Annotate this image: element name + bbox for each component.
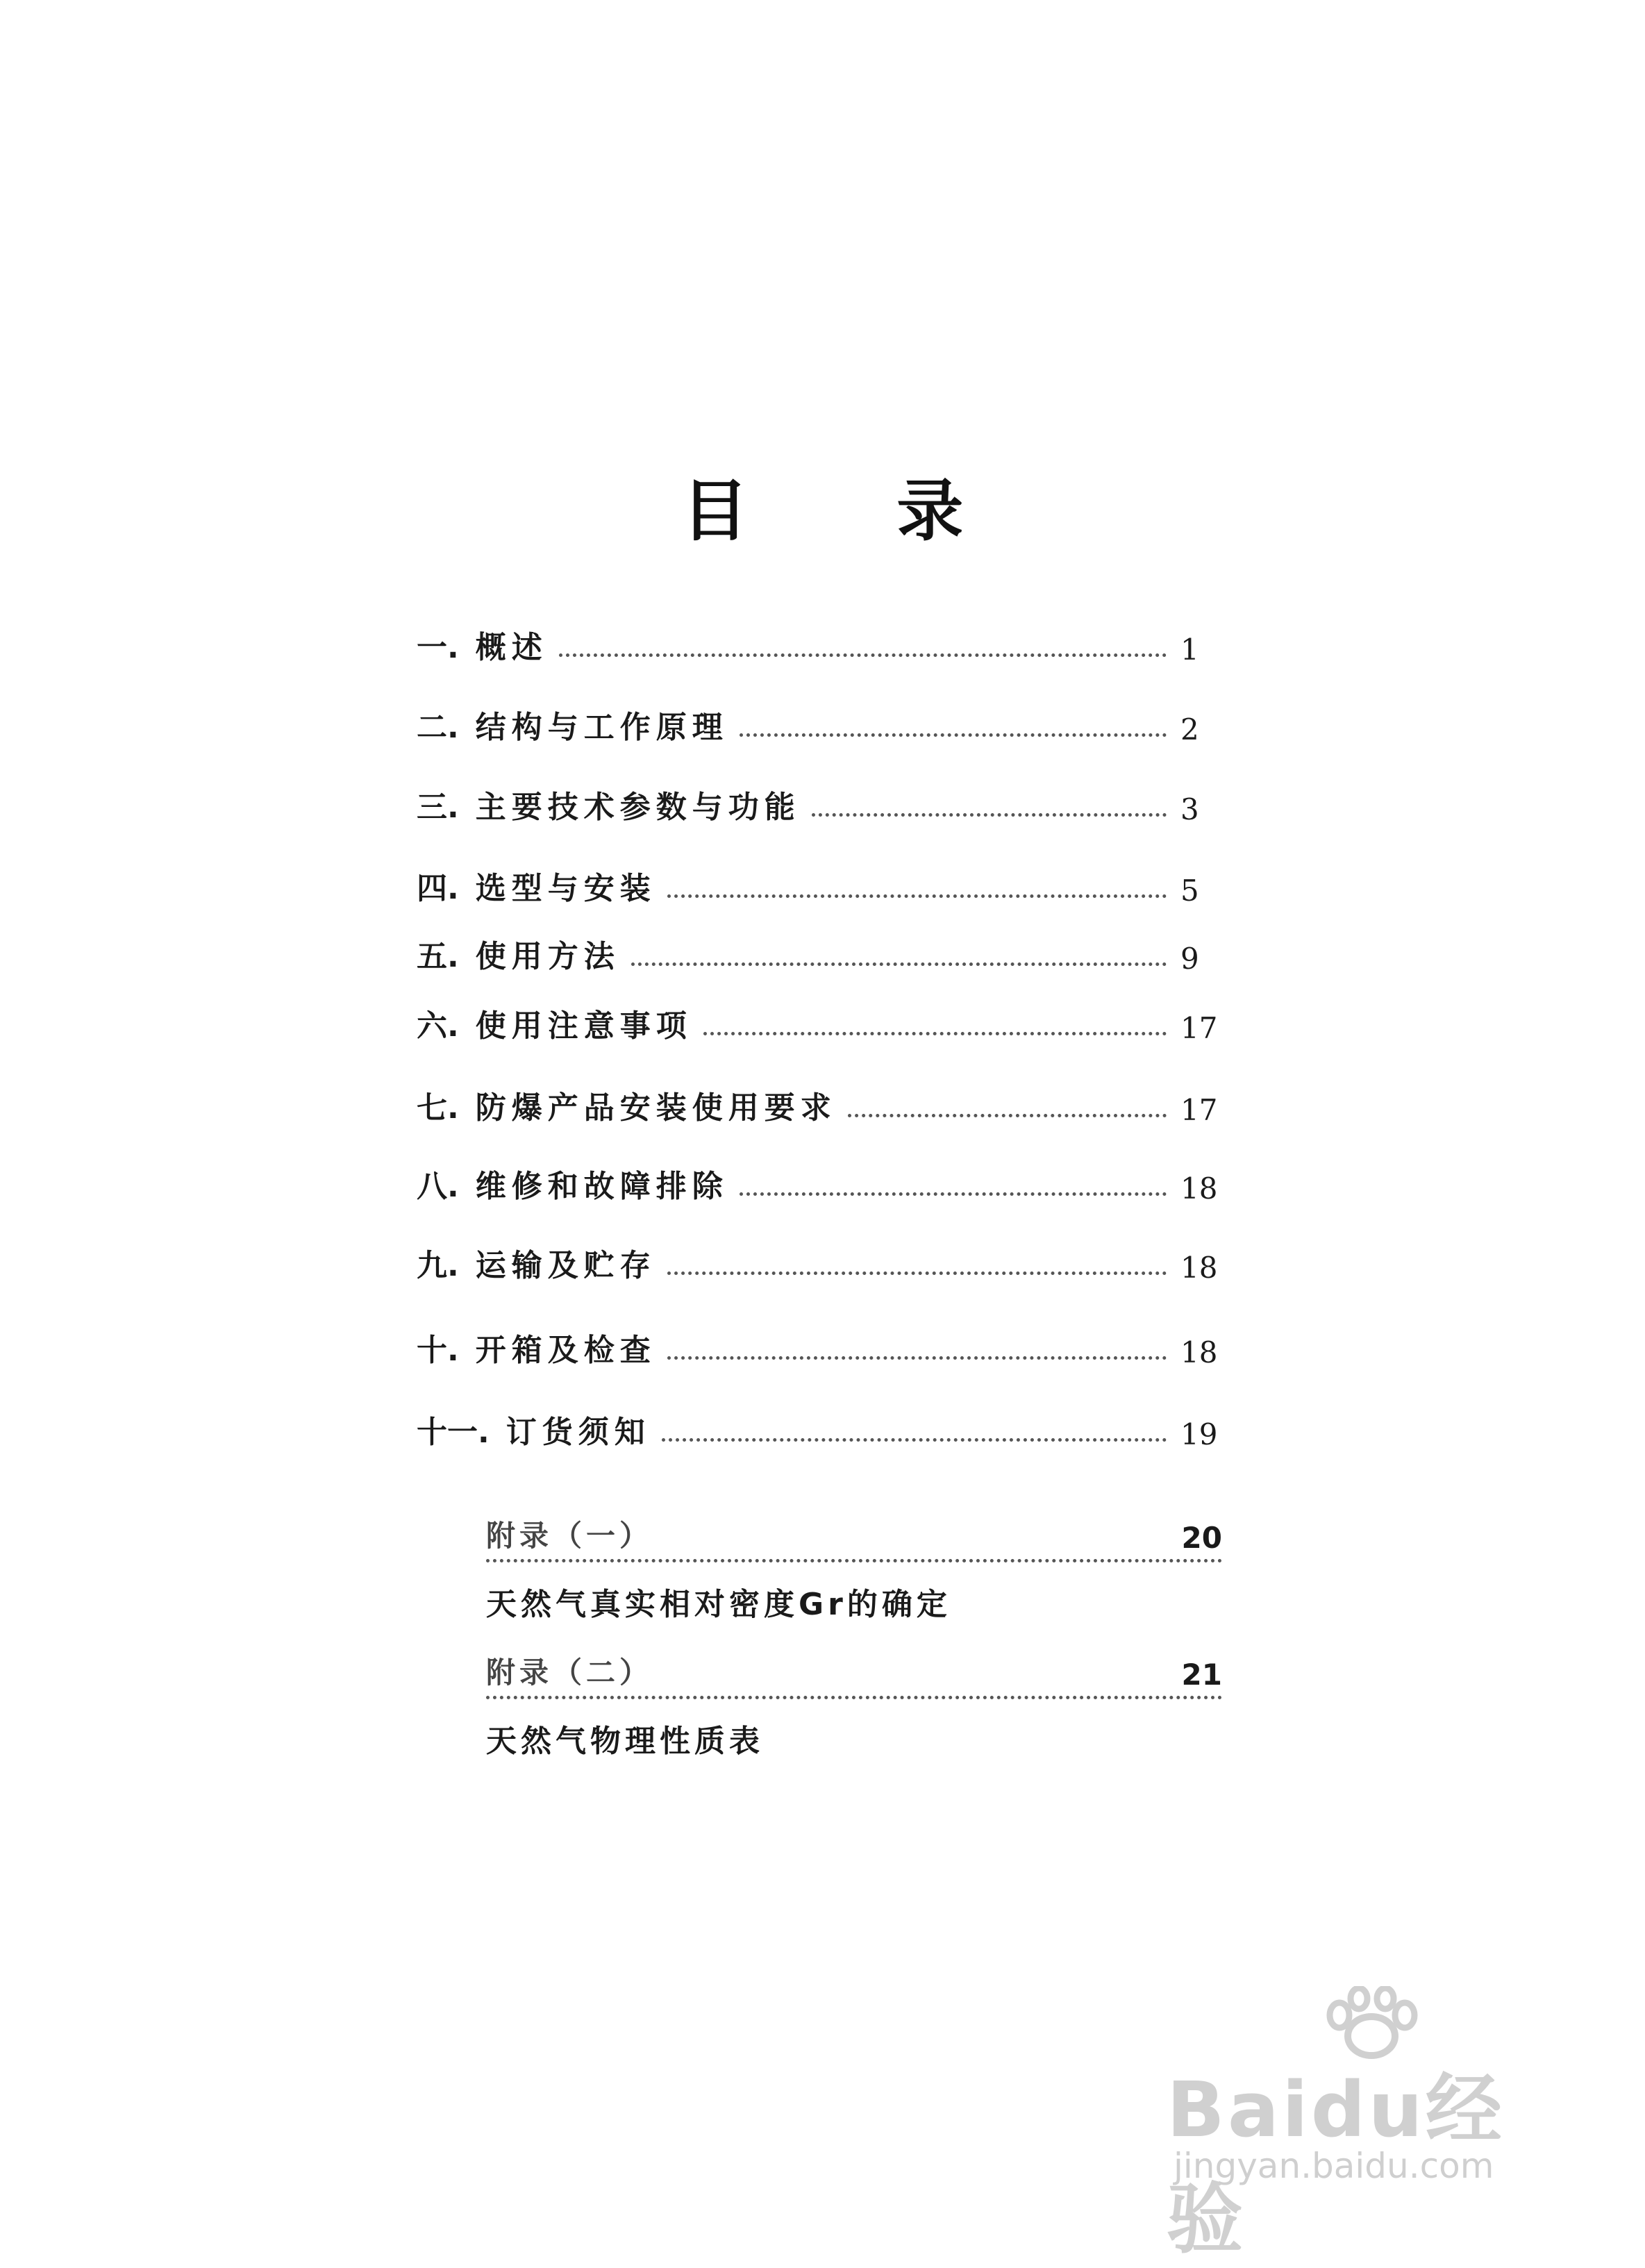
- toc-item-number: 十一.: [417, 1415, 490, 1450]
- leader-dots: [486, 1696, 1222, 1699]
- appendix-item[interactable]: [486, 1510, 1222, 1624]
- toc-item[interactable]: [417, 1157, 1229, 1206]
- toc-item[interactable]: [417, 1321, 1229, 1369]
- toc-item-label: 选型与安装: [475, 871, 656, 906]
- leader-dots: [667, 1271, 1167, 1275]
- toc-item[interactable]: [417, 1236, 1229, 1285]
- appendix-page: 20: [1181, 1521, 1222, 1555]
- toc-item-page: 18: [1180, 1171, 1218, 1206]
- toc-item[interactable]: [417, 927, 1229, 976]
- toc-item-page: 18: [1180, 1335, 1218, 1369]
- watermark-url: jingyan.baidu.com: [1174, 2146, 1494, 2186]
- toc-item-number: 四.: [417, 871, 459, 906]
- leader-dots: [740, 733, 1167, 737]
- leader-dots: [703, 1032, 1167, 1035]
- watermark-logo: Baidu经验: [1167, 2065, 1505, 2264]
- toc-item-label: 订货须知: [506, 1415, 651, 1450]
- toc-item-number: 一.: [417, 630, 459, 665]
- toc-item[interactable]: [417, 859, 1229, 908]
- leader-dots: [486, 1559, 1222, 1562]
- toc-item-page: 17: [1180, 1093, 1218, 1127]
- appendix-description: 天然气物理性质表: [486, 1724, 764, 1759]
- toc-item-number: 三.: [417, 790, 459, 825]
- appendix-page: 21: [1181, 1658, 1222, 1692]
- toc-item-label: 维修和故障排除: [475, 1169, 728, 1204]
- appendix-label: 附录（二）: [486, 1656, 653, 1690]
- toc-item[interactable]: [417, 698, 1229, 747]
- toc-item-page: 5: [1180, 874, 1199, 908]
- leader-dots: [662, 1438, 1167, 1442]
- toc-item-label: 主要技术参数与功能: [475, 790, 801, 825]
- toc-item-number: 二.: [417, 710, 459, 745]
- toc-item[interactable]: [417, 1403, 1229, 1451]
- toc-item[interactable]: [417, 618, 1229, 667]
- leader-dots: [740, 1192, 1167, 1196]
- toc-item[interactable]: [417, 1078, 1229, 1127]
- appendix-header: [486, 1647, 1222, 1692]
- toc-item-page: 19: [1180, 1417, 1218, 1451]
- toc-item-number: 九.: [417, 1248, 459, 1283]
- toc-item-page: 9: [1180, 942, 1199, 976]
- appendix-header: [486, 1510, 1222, 1555]
- leader-dots: [667, 1356, 1167, 1360]
- toc-item-label: 防爆产品安装使用要求: [475, 1090, 837, 1126]
- toc-item-page: 17: [1180, 1011, 1218, 1045]
- page-title: 目 录: [681, 472, 1026, 550]
- toc-item-page: 3: [1180, 792, 1199, 826]
- toc-item-page: 2: [1180, 712, 1199, 747]
- toc-item-page: 18: [1180, 1251, 1218, 1285]
- toc-item-label: 概述: [475, 630, 548, 665]
- appendix-item[interactable]: [486, 1647, 1222, 1760]
- appendix-label: 附录（一）: [486, 1519, 653, 1553]
- toc-item-label: 开箱及检查: [475, 1333, 656, 1368]
- toc-item-label: 结构与工作原理: [475, 710, 728, 745]
- toc-item-label: 运输及贮存: [475, 1248, 656, 1283]
- toc-item-number: 五.: [417, 939, 459, 974]
- leader-dots: [848, 1114, 1167, 1117]
- toc-item[interactable]: [417, 997, 1229, 1045]
- leader-dots: [559, 653, 1167, 657]
- toc-item-label: 使用方法: [475, 939, 620, 974]
- baidu-watermark: [1167, 1986, 1555, 2264]
- toc-item-number: 八.: [417, 1169, 459, 1204]
- leader-dots: [631, 962, 1167, 966]
- appendix-description: 天然气真实相对密度Gr的确定: [486, 1587, 951, 1622]
- toc-item-page: 1: [1180, 633, 1199, 667]
- leader-dots: [812, 813, 1167, 817]
- toc-item-number: 十.: [417, 1333, 459, 1368]
- toc-item-number: 六.: [417, 1008, 459, 1044]
- toc-item[interactable]: [417, 778, 1229, 826]
- leader-dots: [667, 894, 1167, 898]
- toc-item-number: 七.: [417, 1090, 459, 1126]
- toc-item-label: 使用注意事项: [475, 1008, 692, 1044]
